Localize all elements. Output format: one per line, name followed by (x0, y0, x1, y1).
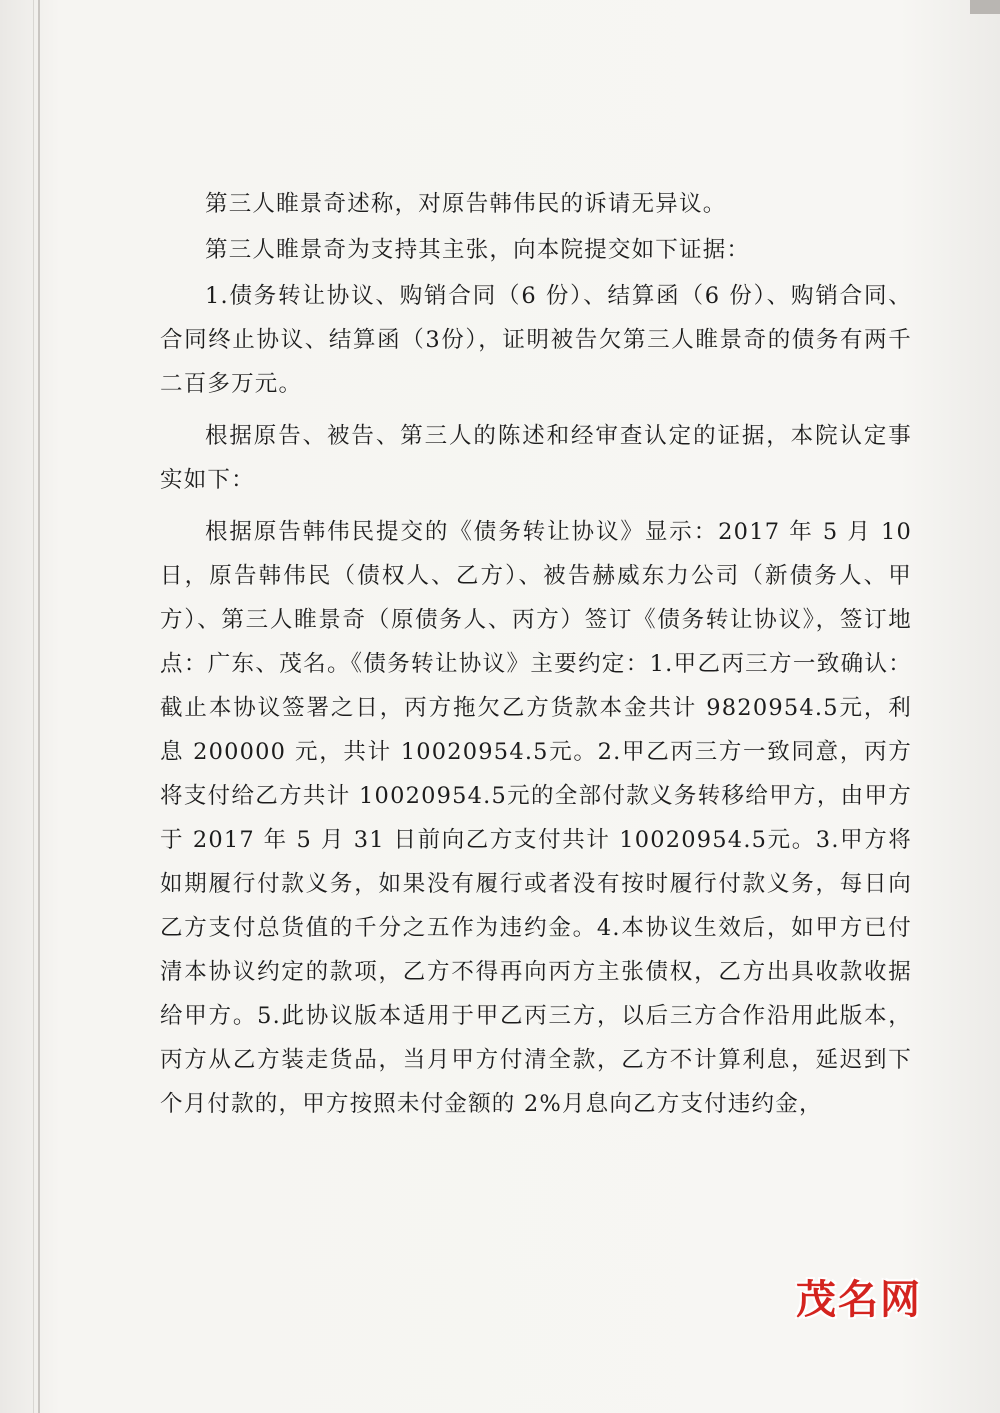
document-body (160, 182, 912, 1134)
paragraph-evidence-list: 1.债务转让协议、购销合同（6 份）、结算函（6 份）、购销合同、合同终止协议、结算函（3份），证明被告欠第三人睢景奇的债务有两千二百多万元。 (160, 283, 912, 397)
paragraph-third-party-statement: 第三人睢景奇述称，对原告韩伟民的诉请无异议。 (205, 191, 727, 217)
paragraph-evidence-intro: 第三人睢景奇为支持其主张，向本院提交如下证据： (205, 237, 751, 263)
binding-edge-line (33, 0, 34, 1413)
paragraph-findings-intro: 根据原告、被告、第三人的陈述和经审查认定的证据，本院认定事实如下： (160, 423, 912, 493)
binding-edge-line (38, 0, 40, 1413)
site-watermark: 茂名网 (796, 1277, 922, 1323)
corner-scan-mark (970, 0, 1000, 14)
paragraph-debt-transfer-agreement: 根据原告韩伟民提交的《债务转让协议》显示：2017 年 5 月 10 日，原告韩伟民（债权人、乙方）、被告赫威东力公司（新债务人、甲方）、第三人睢景奇（原债务人、丙方）签订《债务转让协议》，签订地点：广东、茂名。《债务转让协议》主要约定：1.甲乙丙三方一致确认：截止本协议签署之日，丙方拖欠乙方货款本金共计 9820954.5元，利息 200000 元，共计 10020954.5元。2.甲乙丙三方一致同意，丙方将支付给乙方共计 10020954.5元的全部付款义务转移给甲方，由甲方于 2017 年 5 月 31 日前向乙方支付共计 10020954.5元。3.甲方将如期履行付款义务，如果没有履行或者没有按时履行付款义务，每日向乙方支付总货值的千分之五作为违约金。4.本协议生效后，如甲方已付清本协议约定的款项，乙方不得再向丙方主张债权，乙方出具收款收据给甲方。5.此协议版本适用于甲乙丙三方，以后三方合作沿用此版本，丙方从乙方装走货品，当月甲方付清全款，乙方不计算利息，延迟到下个月付款的，甲方按照未付金额的 2%月息向乙方支付违约金， (160, 519, 912, 1117)
